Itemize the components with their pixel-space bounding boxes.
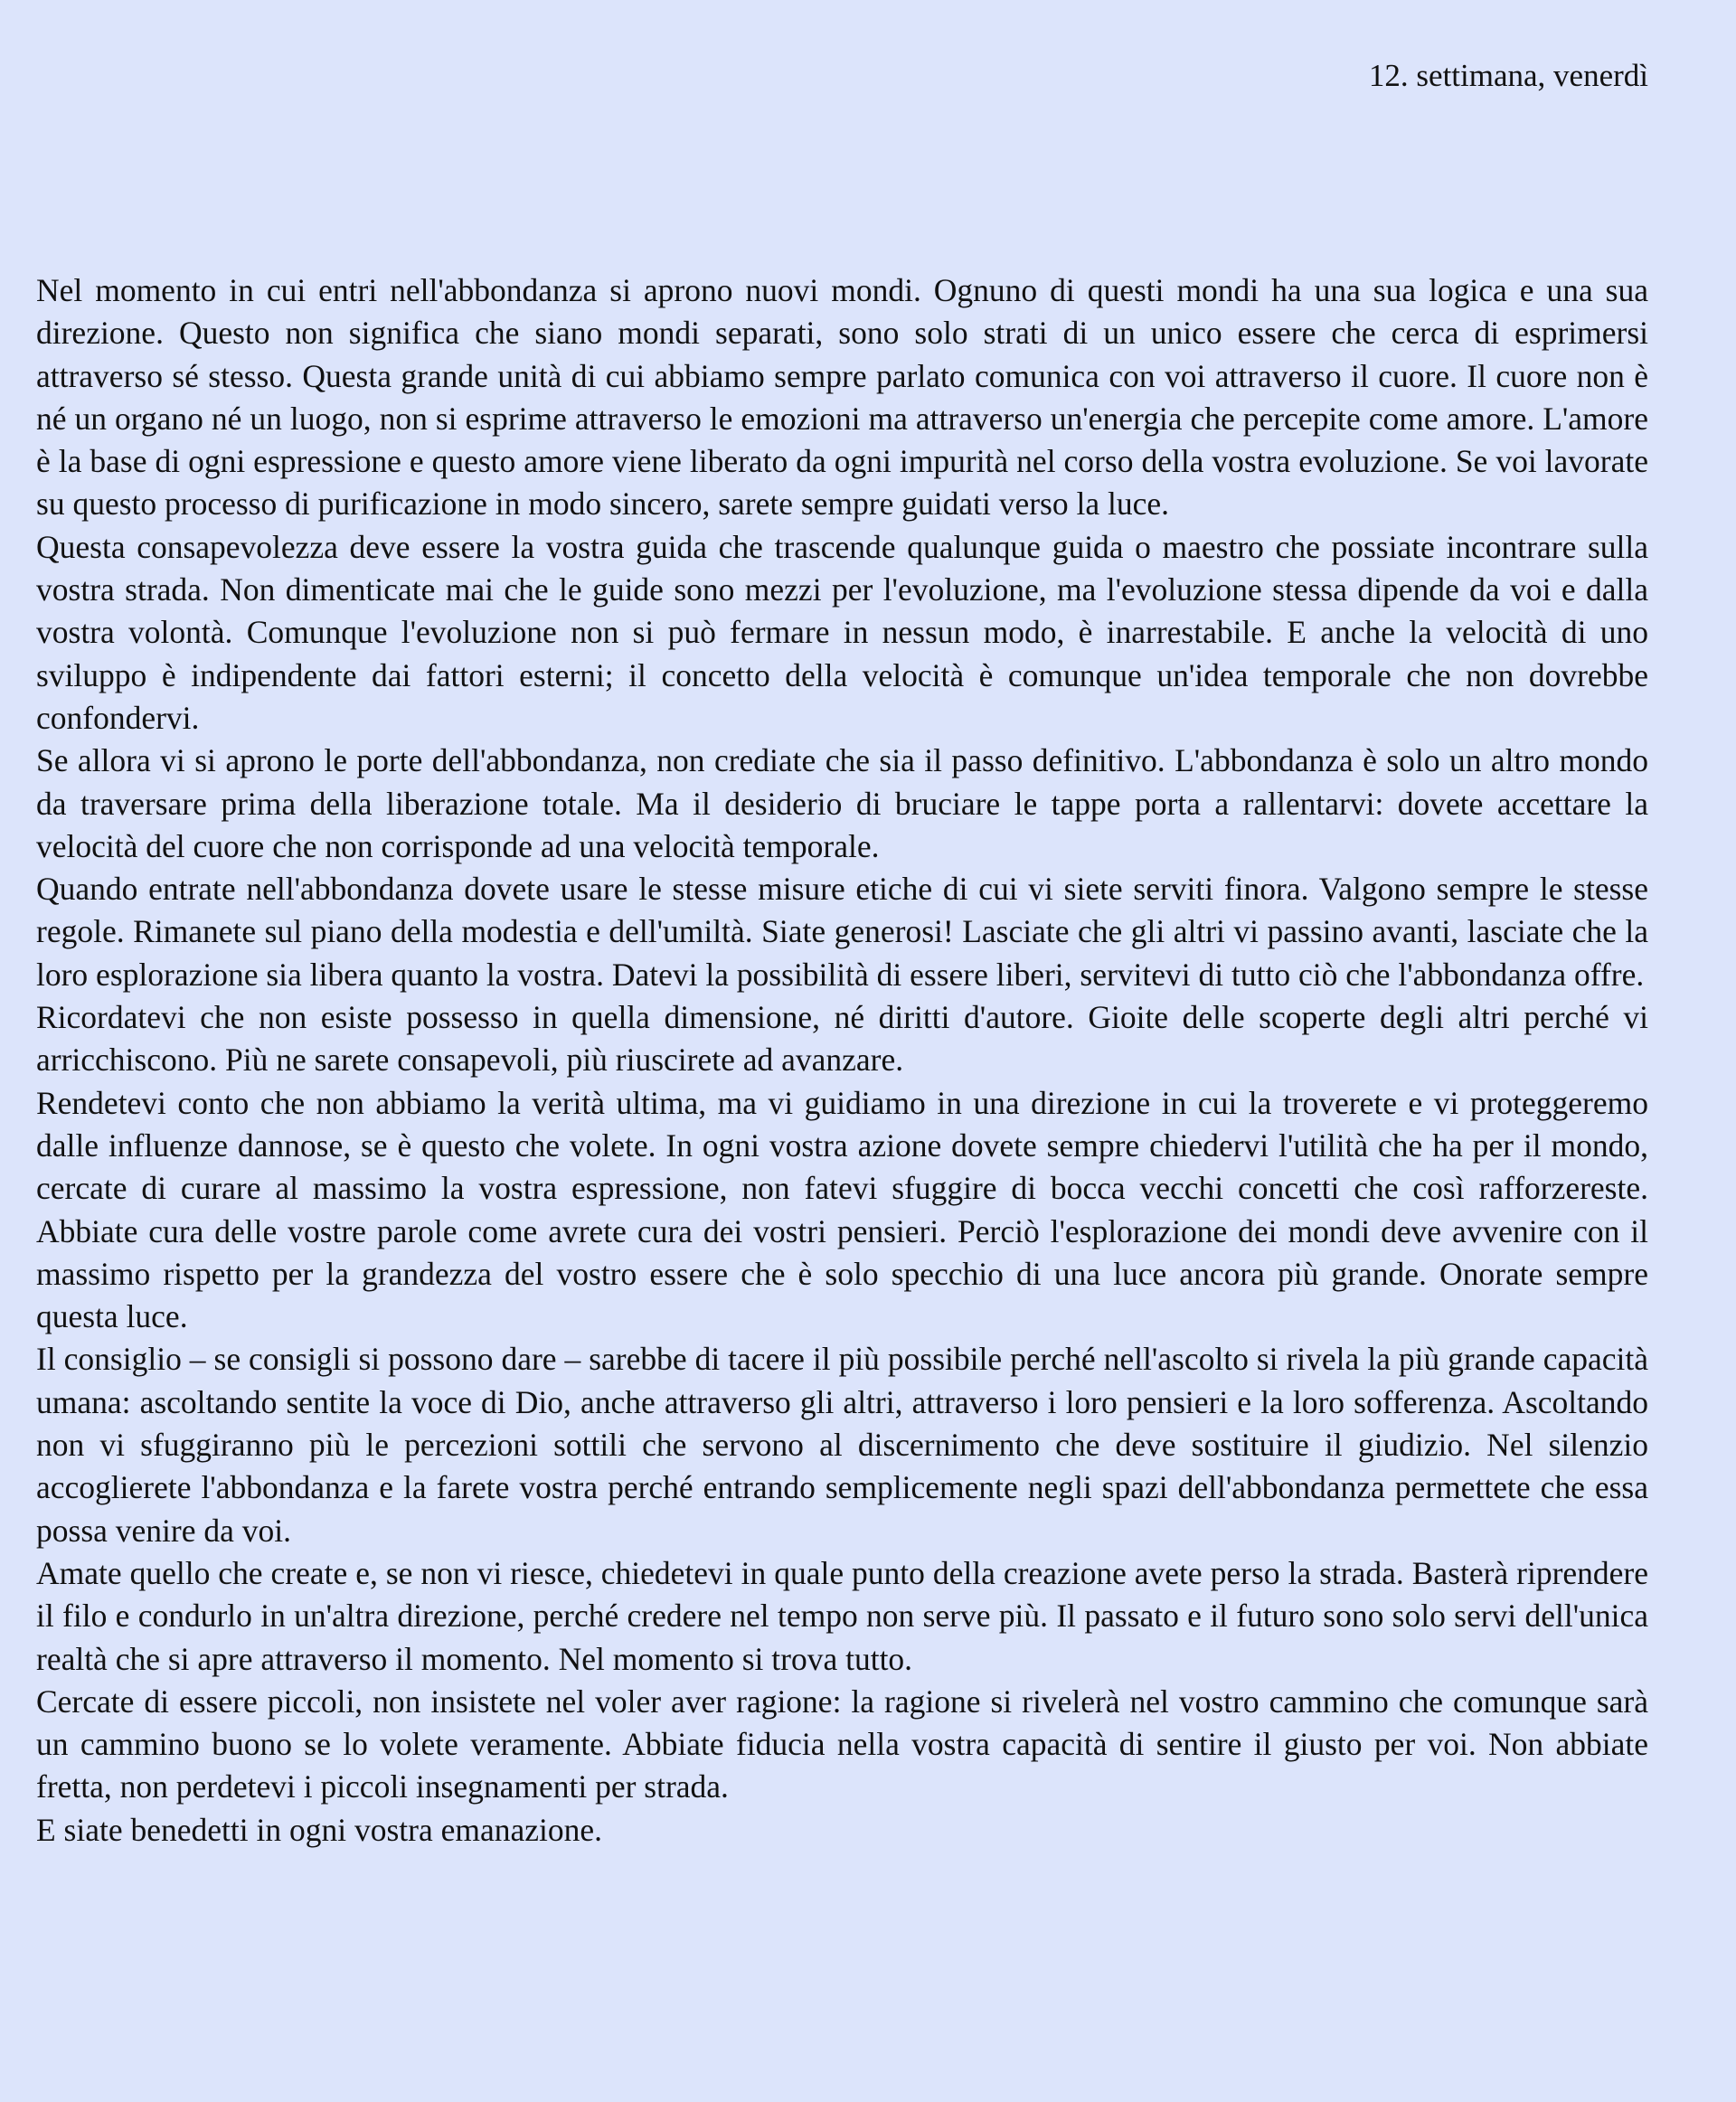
paragraph-3: Se allora vi si aprono le porte dell'abbondanza, non crediate che sia il passo definitivo. L'abbondanza è solo un altro mondo da traversare prima della liberazione totale. Ma il desiderio di bruciare le tappe porta a rallentarvi: dovete accettare la velocità del cuore che non corrisponde ad una velocità temporale. (36, 742, 1648, 864)
paragraph-7: Il consiglio – se consigli si possono dare – sarebbe di tacere il più possibile perché nell'ascolto si rivela la più grande capacità umana: ascoltando sentite la voce di Dio, anche attraverso gli altri, attraverso i loro pensieri e la loro sofferenza. Ascoltando non vi sfuggiranno più le percezioni sottili che servono al discernimento che deve sostituire il giudizio. Nel silenzio accoglierete l'abbondanza e la farete vostra perché entrando semplicemente negli spazi dell'abbondanza permettete che essa possa venire da voi. (36, 1341, 1648, 1549)
paragraph-6: Rendetevi conto che non abbiamo la verità ultima, ma vi guidiamo in una direzione in cui la troverete e vi proteggeremo dalle influenze dannose, se è questo che volete. In ogni vostra azione dovete sempre chiedervi l'utilità che ha per il mondo, cercate di curare al massimo la vostra espressione, non fatevi sfuggire di bocca vecchi concetti che così rafforzereste. Abbiate cura delle vostre parole come avrete cura dei vostri pensieri. Perciò l'esplorazione dei mondi deve avvenire con il massimo rispetto per la grandezza del vostro essere che è solo specchio di una luce ancora più grande. Onorate sempre questa luce. (36, 1084, 1648, 1335)
paragraph-8: Amate quello che create e, se non vi riesce, chiedetevi in quale punto della creazione avete perso la strada. Basterà riprendere il filo e condurlo in un'altra direzione, perché credere nel tempo non serve più. Il passato e il futuro sono solo servi dell'unica realtà che si apre attraverso il momento. Nel momento si trova tutto. (36, 1554, 1648, 1677)
paragraph-9: Cercate di essere piccoli, non insistete nel voler aver ragione: la ragione si rivelerà nel vostro cammino che comunque sarà un cammino buono se lo volete veramente. Abbiate fiducia nella vostra capacità di sentire il giusto per voi. Non abbiate fretta, non perdetevi i piccoli insegnamenti per strada. (36, 1683, 1648, 1805)
paragraph-5: Ricordatevi che non esiste possesso in quella dimensione, né diritti d'autore. Gioite delle scoperte degli altri perché vi arricchiscono. Più ne sarete consapevoli, più riuscirete ad avanzare. (36, 999, 1648, 1079)
paragraph-10: E siate benedetti in ogni vostra emanazione. (36, 1811, 602, 1848)
paragraph-1: Nel momento in cui entri nell'abbondanza si aprono nuovi mondi. Ognuno di questi mondi ha una sua logica e una sua direzione. Questo non significa che siano mondi separati, sono solo strati di un unico essere che cerca di esprimersi attraverso sé stesso. Questa grande unità di cui abbiamo sempre parlato comunica con voi attraverso il cuore. Il cuore non è né un organo né un luogo, non si esprime attraverso le emozioni ma attraverso un'energia che percepite come amore. L'amore è la base di ogni espressione e questo amore viene liberato da ogni impurità nel corso della vostra evoluzione. Se voi lavorate su questo processo di purificazione in modo sincero, sarete sempre guidati verso la luce. (36, 272, 1648, 523)
message-body (36, 269, 1648, 1852)
paragraph-4: Quando entrate nell'abbondanza dovete usare le stesse misure etiche di cui vi siete serviti finora. Valgono sempre le stesse regole. Rimanete sul piano della modestia e dell'umiltà. Siate generosi! Lasciate che gli altri vi passino avanti, lasciate che la loro esplorazione sia libera quanto la vostra. Datevi la possibilità di essere liberi, servitevi di tutto ciò che l'abbondanza offre. (36, 871, 1648, 993)
paragraph-2: Questa consapevolezza deve essere la vostra guida che trascende qualunque guida o maestro che possiate incontrare sulla vostra strada. Non dimenticate mai che le guide sono mezzi per l'evoluzione, ma l'evoluzione stessa dipende da voi e dalla vostra volontà. Comunque l'evoluzione non si può fermare in nessun modo, è inarrestabile. E anche la velocità di uno sviluppo è indipendente dai fattori esterni; il concetto della velocità è comunque un'idea temporale che non dovrebbe confondervi. (36, 528, 1648, 736)
date-header: 12. settimana, venerdì (1368, 58, 1648, 93)
